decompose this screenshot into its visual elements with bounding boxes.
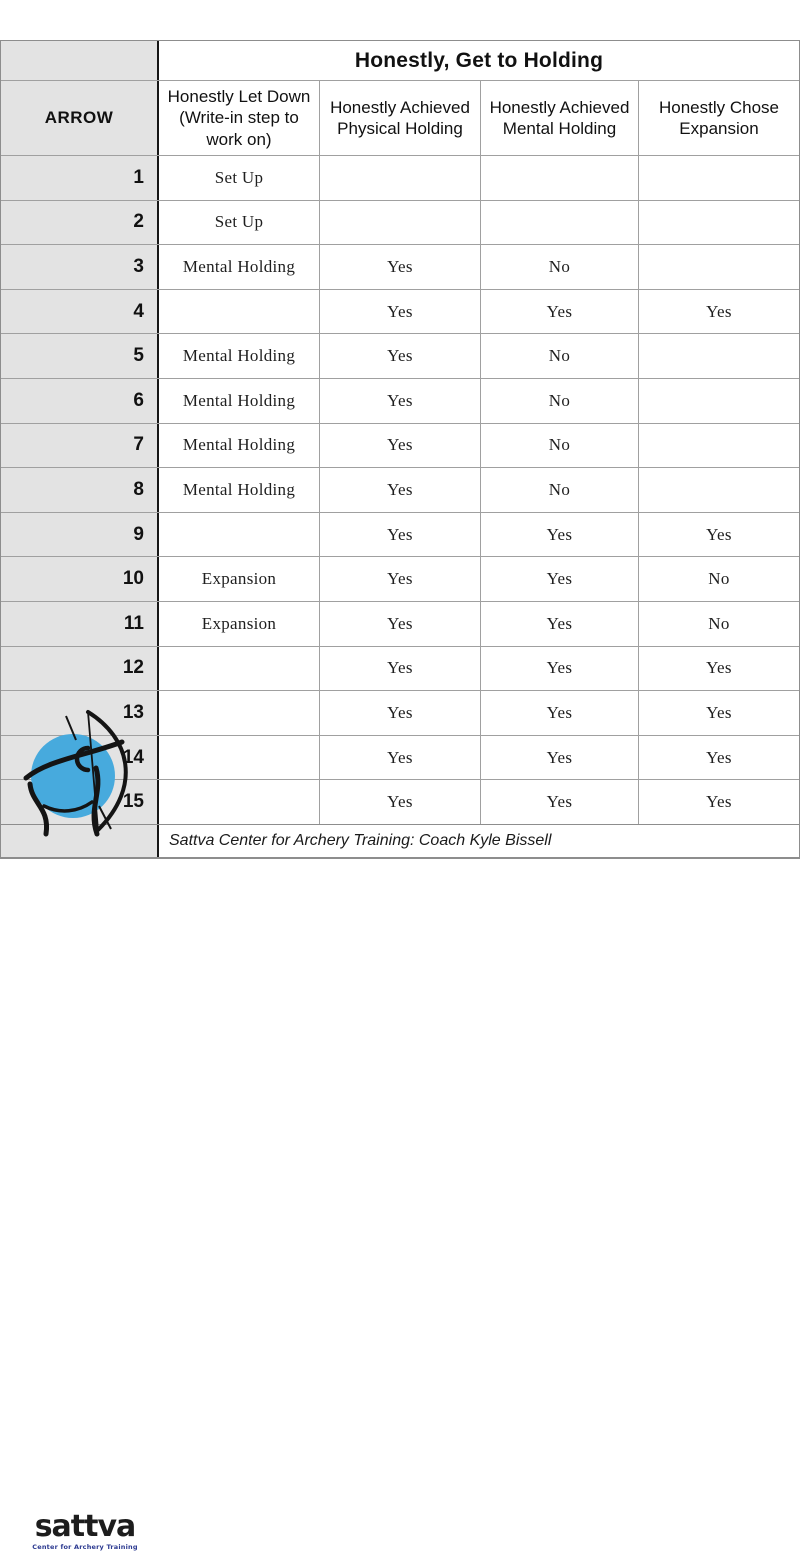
mental-holding-cell: Yes [480,691,638,735]
mental-holding-cell [480,201,638,245]
physical-holding-cell: Yes [319,691,480,735]
let-down-cell: Mental Holding [182,390,296,410]
arrow-number: 8 [1,468,159,512]
chose-expansion-cell [638,379,799,423]
chose-expansion-cell: Yes [638,736,799,780]
table-row [1,468,799,513]
chose-expansion-cell [638,156,799,200]
arrow-number: 13 [1,691,159,735]
physical-holding-cell: Yes [319,424,480,468]
chose-expansion-cell [638,245,799,289]
physical-holding-cell: Yes [319,245,480,289]
table-row [1,557,799,602]
column-header-chose-expansion: Honestly Chose Expansion [638,81,799,155]
arrow-number: 5 [1,334,159,378]
let-down-cell: Mental Holding [182,346,296,366]
table-row [1,780,799,825]
column-header-let-down: Honestly Let Down (Write-in step to work on) [167,87,311,149]
let-down-cell [159,513,319,557]
arrow-number: 2 [1,201,159,245]
let-down-cell [159,691,319,735]
let-down-cell [159,780,319,824]
physical-holding-cell: Yes [319,780,480,824]
arrow-number: 14 [1,736,159,780]
mental-holding-cell: Yes [480,780,638,824]
let-down-cell: Set Up [214,212,264,232]
physical-holding-cell: Yes [319,468,480,512]
table-title: Honestly, Get to Holding [354,48,604,72]
chose-expansion-cell: Yes [638,513,799,557]
arrow-number: 7 [1,424,159,468]
table-row [1,334,799,379]
mental-holding-cell: Yes [480,557,638,601]
let-down-cell [159,647,319,691]
score-table [0,40,800,859]
arrow-number: 6 [1,379,159,423]
chose-expansion-cell [638,334,799,378]
mental-holding-cell: No [480,468,638,512]
mental-holding-cell: Yes [480,736,638,780]
physical-holding-cell: Yes [319,736,480,780]
mental-holding-cell: Yes [480,602,638,646]
header-row [1,81,799,156]
let-down-cell: Mental Holding [182,256,296,276]
chose-expansion-cell [638,468,799,512]
physical-holding-cell [319,156,480,200]
table-row [1,513,799,558]
physical-holding-cell: Yes [319,334,480,378]
mental-holding-cell: Yes [480,290,638,334]
physical-holding-cell: Yes [319,290,480,334]
arrow-number: 9 [1,513,159,557]
let-down-cell: Mental Holding [182,435,296,455]
table-row [1,736,799,781]
let-down-cell: Mental Holding [182,479,296,499]
let-down-cell: Expansion [201,613,277,633]
sattva-wordmark: sattva [34,1509,136,1544]
column-header-mental-holding: Honestly Achieved Mental Holding [480,81,638,155]
mental-holding-cell: No [480,245,638,289]
chose-expansion-cell: Yes [638,780,799,824]
title-row [1,41,799,81]
physical-holding-cell: Yes [319,647,480,691]
mental-holding-cell: Yes [480,647,638,691]
title-row-arrow-spacer [1,41,159,80]
let-down-cell [159,290,319,334]
table-body [1,156,799,825]
footer-arrow-spacer [1,825,159,857]
physical-holding-cell [319,201,480,245]
arrow-number: 3 [1,245,159,289]
table-row [1,290,799,335]
sattva-tagline: Center for Archery Training [32,1543,138,1551]
table-row [1,647,799,692]
table-row [1,156,799,201]
chose-expansion-cell: Yes [638,290,799,334]
table-row [1,691,799,736]
arrow-column-header: ARROW [1,81,159,155]
table-row [1,379,799,424]
let-down-cell: Expansion [201,569,277,589]
chose-expansion-cell [638,201,799,245]
mental-holding-cell: No [480,424,638,468]
arrow-number: 10 [1,557,159,601]
chose-expansion-cell: Yes [638,691,799,735]
physical-holding-cell: Yes [319,602,480,646]
mental-holding-cell: No [480,379,638,423]
mental-holding-cell [480,156,638,200]
arrow-number: 1 [1,156,159,200]
let-down-cell: Set Up [214,167,264,187]
table-row [1,245,799,290]
chose-expansion-cell [638,424,799,468]
physical-holding-cell: Yes [319,513,480,557]
arrow-number: 15 [1,780,159,824]
footer-credit: Sattva Center for Archery Training: Coach Kyle Bissell [169,831,552,849]
table-row [1,424,799,469]
arrow-number: 11 [1,602,159,646]
physical-holding-cell: Yes [319,379,480,423]
table-row [1,201,799,246]
column-header-physical-holding: Honestly Achieved Physical Holding [319,81,480,155]
arrow-number: 12 [1,647,159,691]
footer-row [1,825,799,858]
table-row [1,602,799,647]
chose-expansion-cell: No [638,602,799,646]
mental-holding-cell: No [480,334,638,378]
let-down-cell [159,736,319,780]
chose-expansion-cell: No [638,557,799,601]
physical-holding-cell: Yes [319,557,480,601]
chose-expansion-cell: Yes [638,647,799,691]
arrow-number: 4 [1,290,159,334]
mental-holding-cell: Yes [480,513,638,557]
